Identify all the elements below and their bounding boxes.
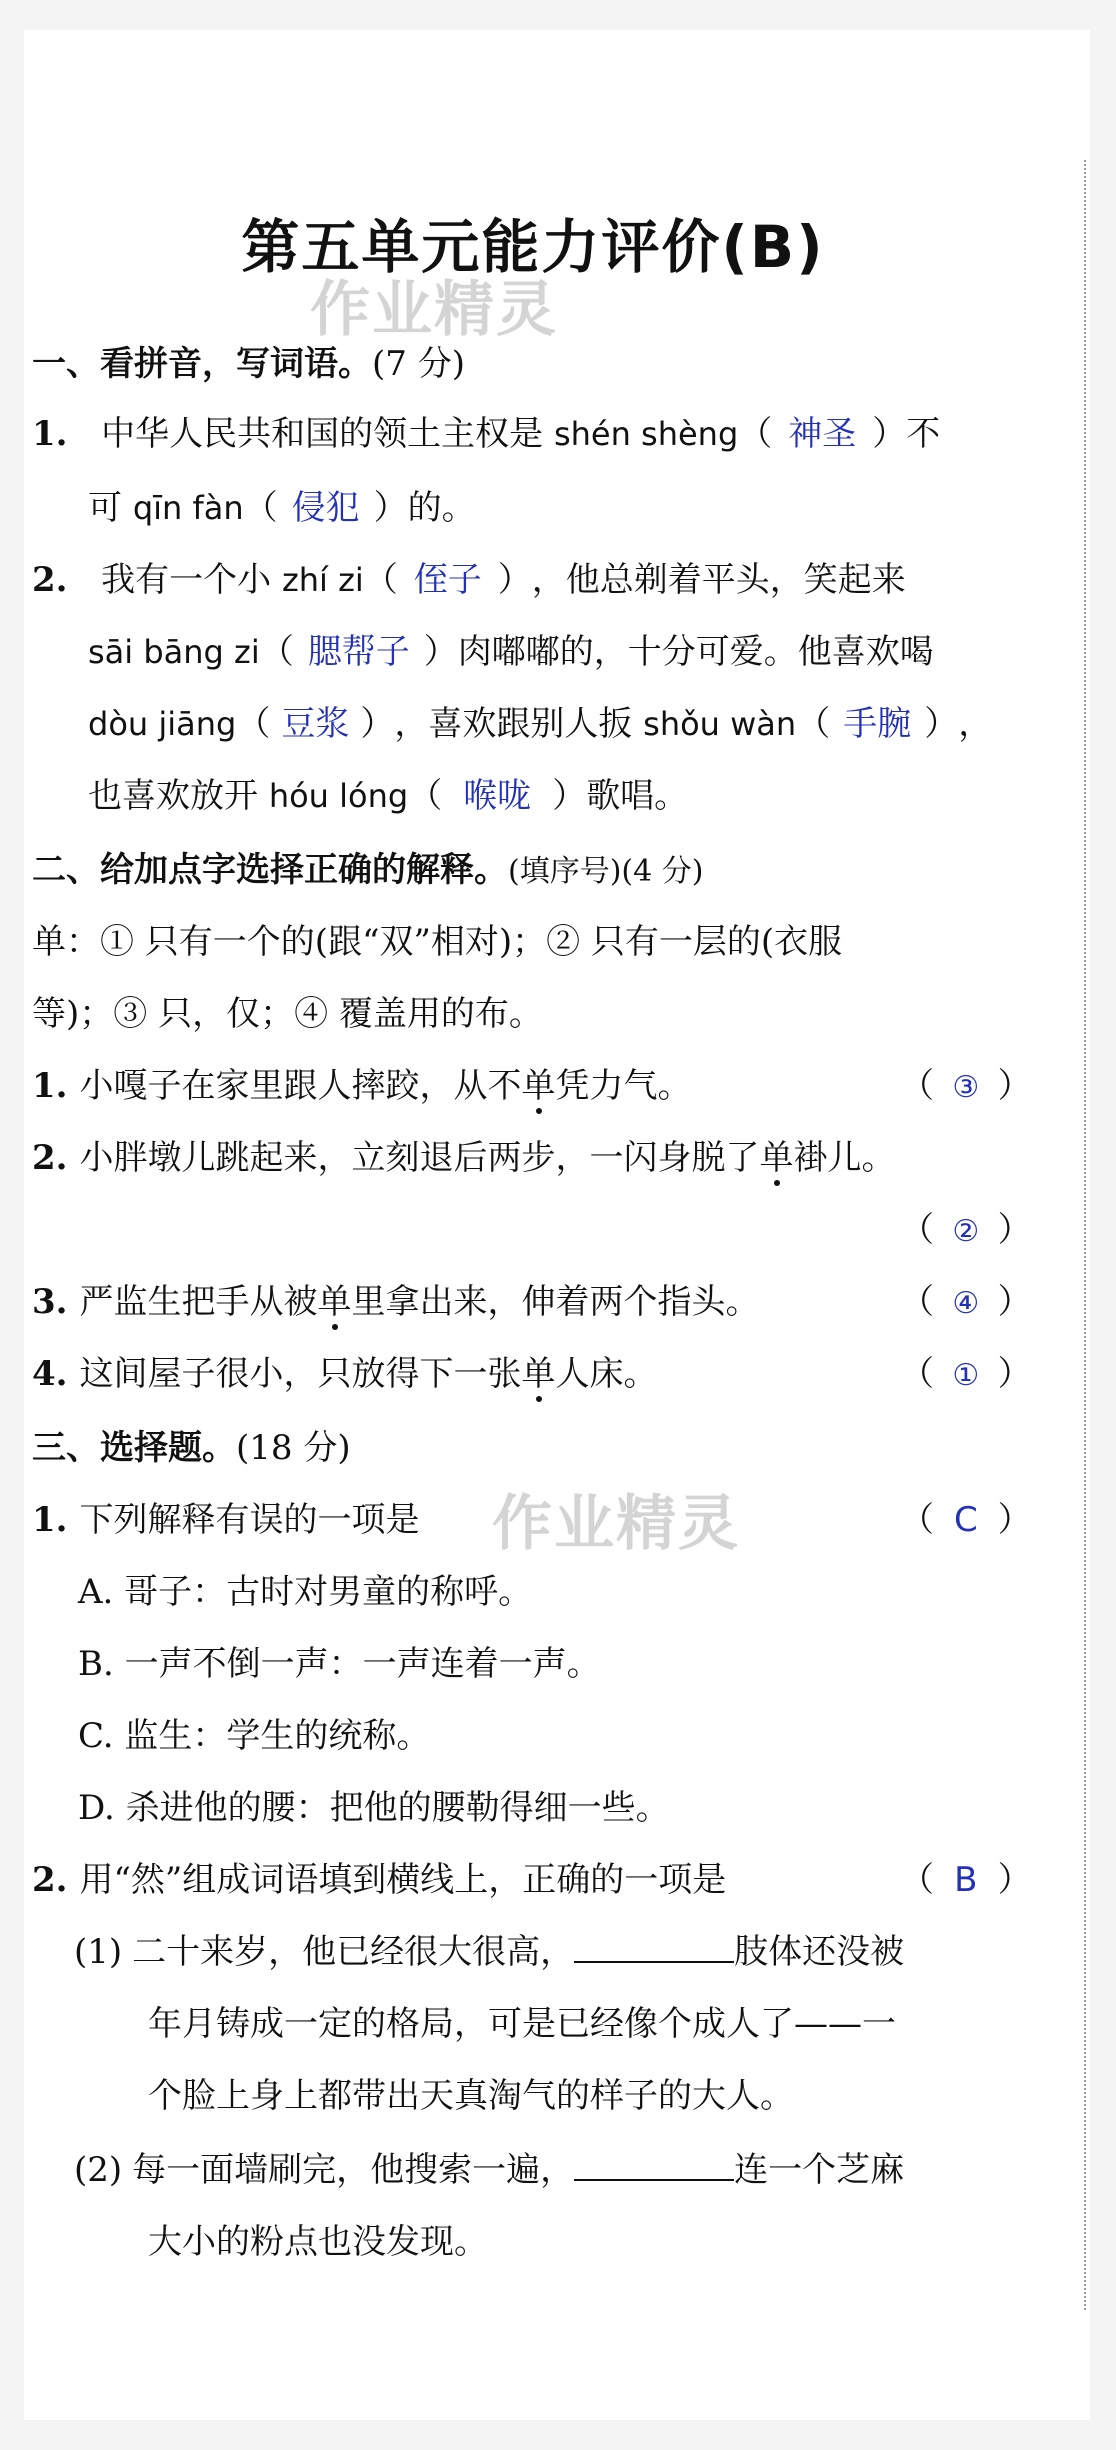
s1-q1-line2: 可 qīn fàn（ 侵犯 ）的。 [88,484,476,532]
fill-blank [574,2147,734,2181]
answer-field: 腮帮子 [307,632,410,672]
s3-q2-sub1-line3: 个脸上身上都带出天真淘气的样子的大人。 [148,2076,794,2116]
definition-line1: 单：① 只有一个的(跟“双”相对)；② 只有一层的(衣服 [32,922,843,962]
dotted-char: 单 [521,1066,556,1106]
s3-q1-stem: 1. 下列解释有误的一项是 [32,1500,420,1540]
s1-q2-line4: 也喜欢放开 hóu lóng（ 喉咙 ）歌唱。 [88,772,688,820]
s1-q2-line2: sāi bāng zi（ 腮帮子 ）肉嘟嘟的，十分可爱。他喜欢喝 [88,628,934,676]
answer-bracket: （ ② ） [900,1206,1032,1256]
section1-heading: 一、看拼音，写词语。(7 分) [32,344,465,384]
s1-q1-line1: 1. 中华人民共和国的领土主权是 shén shèng（ 神圣 ）不 [32,410,940,458]
s3-q2-sub2-line1: (2) 每一面墙刷完，他搜索一遍， 连一个芝麻 [74,2146,904,2194]
s3-q2-stem: 2. 用“然”组成词语填到横线上，正确的一项是 [32,1860,727,1900]
watermark-top: 作业精灵 [310,275,558,345]
answer-field: 喉咙 [463,776,532,816]
answer-field: ④ [952,1286,980,1321]
answer-field: ② [952,1214,980,1249]
answer-field: C [953,1500,978,1540]
answer-field: 豆浆 [281,704,350,744]
answer-field: 侵犯 [291,488,360,528]
answer-bracket: （ B ） [900,1856,1032,1904]
dotted-char: 单 [759,1138,794,1178]
answer-field: ③ [952,1070,980,1105]
option-d: D. 杀进他的腰：把他的腰勒得细一些。 [78,1788,670,1828]
fill-blank [574,1929,734,1963]
answer-field: ① [952,1358,980,1393]
s2-item-4: 4. 这间屋子很小，只放得下一张单人床。 [32,1354,658,1394]
s3-q2-sub2-line2: 大小的粉点也没发现。 [148,2222,488,2262]
answer-bracket: （ C ） [900,1496,1032,1544]
answer-field: 神圣 [788,414,857,454]
s2-item-3: 3. 严监生把手从被单里拿出来，伸着两个指头。 [32,1282,760,1322]
answer-field: 手腕 [843,704,912,744]
s2-item-1: 1. 小嘎子在家里跟人摔跤，从不单凭力气。 [32,1066,692,1106]
s3-q2-sub1-line2: 年月铸成一定的格局，可是已经像个成人了——一 [148,2004,896,2044]
option-c: C. 监生：学生的统称。 [78,1716,431,1756]
s2-item-2: 2. 小胖墩儿跳起来，立刻退后两步，一闪身脱了单褂儿。 [32,1138,896,1178]
answer-bracket: （ ④ ） [900,1278,1032,1328]
answer-bracket: （ ① ） [900,1350,1032,1400]
margin-dotted-line [1084,160,1086,2310]
answer-field: 侄子 [413,560,482,600]
option-a: A. 哥子：古时对男童的称呼。 [78,1572,533,1612]
option-b: B. 一声不倒一声：一声连着一声。 [78,1644,601,1684]
answer-field: B [954,1860,978,1900]
answer-bracket: （ ③ ） [900,1062,1032,1112]
section3-heading: 三、选择题。(18 分) [32,1428,351,1468]
dotted-char: 单 [317,1282,352,1322]
watermark-middle: 作业精灵 [492,1489,740,1559]
s1-q2-line1: 2. 我有一个小 zhí zi（ 侄子 ），他总剃着平头，笑起来 [32,556,906,604]
s1-q2-line3: dòu jiāng（ 豆浆 ），喜欢跟别人扳 shǒu wàn（ 手腕 ）， [88,700,992,748]
definition-line2: 等)；③ 只，仅；④ 覆盖用的布。 [32,994,543,1034]
section2-heading: 二、给加点字选择正确的解释。(填序号)(4 分) [32,850,704,890]
dotted-char: 单 [521,1354,556,1394]
page-title: 第五单元能力评价(B) [241,213,825,281]
s3-q2-sub1-line1: (1) 二十来岁，他已经很大很高， 肢体还没被 [74,1928,904,1976]
